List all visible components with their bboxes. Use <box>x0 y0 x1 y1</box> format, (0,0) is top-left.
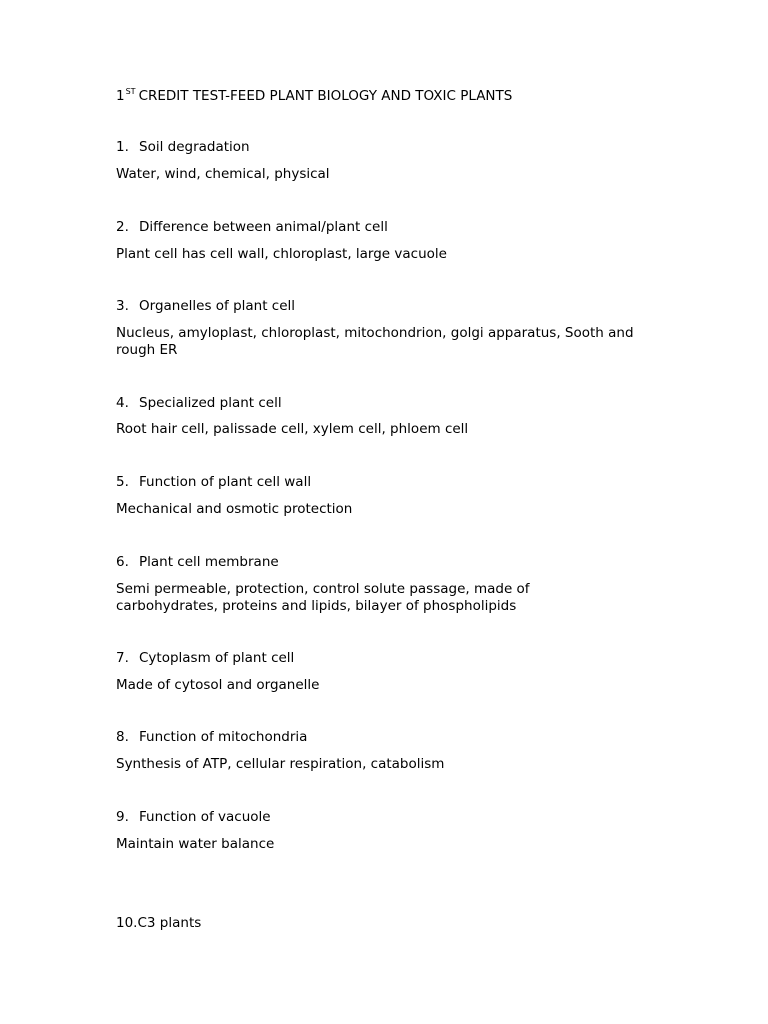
title-text: CREDIT TEST-FEED PLANT BIOLOGY AND TOXIC PLANTS <box>138 88 513 104</box>
answer-7: Made of cytosol and organelle <box>116 677 320 693</box>
question-9 <box>116 809 271 826</box>
question-number: 6. <box>116 554 129 570</box>
question-2 <box>116 219 388 236</box>
question-number: 5. <box>116 474 129 490</box>
question-text: Organelles of plant cell <box>139 298 296 314</box>
question-text: Plant cell membrane <box>139 554 279 570</box>
question-number: 7. <box>116 650 129 666</box>
question-text: Function of plant cell wall <box>139 474 312 490</box>
answer-6: Semi permeable, protection, control solute passage, made of carbohydrates, proteins and lipids, bilayer of phospholipids <box>116 581 530 614</box>
question-number: 2. <box>116 219 129 235</box>
question-number: 4. <box>116 395 129 411</box>
answer-2: Plant cell has cell wall, chloroplast, large vacuole <box>116 246 447 262</box>
answer-8: Synthesis of ATP, cellular respiration, catabolism <box>116 756 445 772</box>
title-prefix: 1 <box>116 88 125 104</box>
answer-4: Root hair cell, palissade cell, xylem cell, phloem cell <box>116 421 469 437</box>
question-6 <box>116 554 279 571</box>
title-superscript: ST <box>125 87 136 96</box>
question-5 <box>116 474 311 491</box>
question-text: Function of mitochondria <box>139 729 308 745</box>
question-text: Soil degradation <box>139 139 250 155</box>
question-text: Difference between animal/plant cell <box>139 219 388 235</box>
question-7 <box>116 650 294 667</box>
question-8 <box>116 729 307 746</box>
answer-9: Maintain water balance <box>116 836 275 852</box>
question-text: C3 plants <box>137 915 202 931</box>
question-number: 3. <box>116 298 129 314</box>
question-text: Cytoplasm of plant cell <box>139 650 295 666</box>
question-4 <box>116 395 282 412</box>
question-text: Specialized plant cell <box>139 395 282 411</box>
question-number: 8. <box>116 729 129 745</box>
answer-5: Mechanical and osmotic protection <box>116 501 353 517</box>
document-title <box>116 87 512 107</box>
question-10 <box>116 915 201 932</box>
question-number: 10. <box>116 915 138 931</box>
answer-3: Nucleus, amyloplast, chloroplast, mitochondrion, golgi apparatus, Sooth and rough ER <box>116 325 634 358</box>
question-3 <box>116 298 295 315</box>
answer-1: Water, wind, chemical, physical <box>116 166 330 182</box>
question-text: Function of vacuole <box>139 809 271 825</box>
question-1 <box>116 139 250 156</box>
question-number: 9. <box>116 809 129 825</box>
question-number: 1. <box>116 139 129 155</box>
